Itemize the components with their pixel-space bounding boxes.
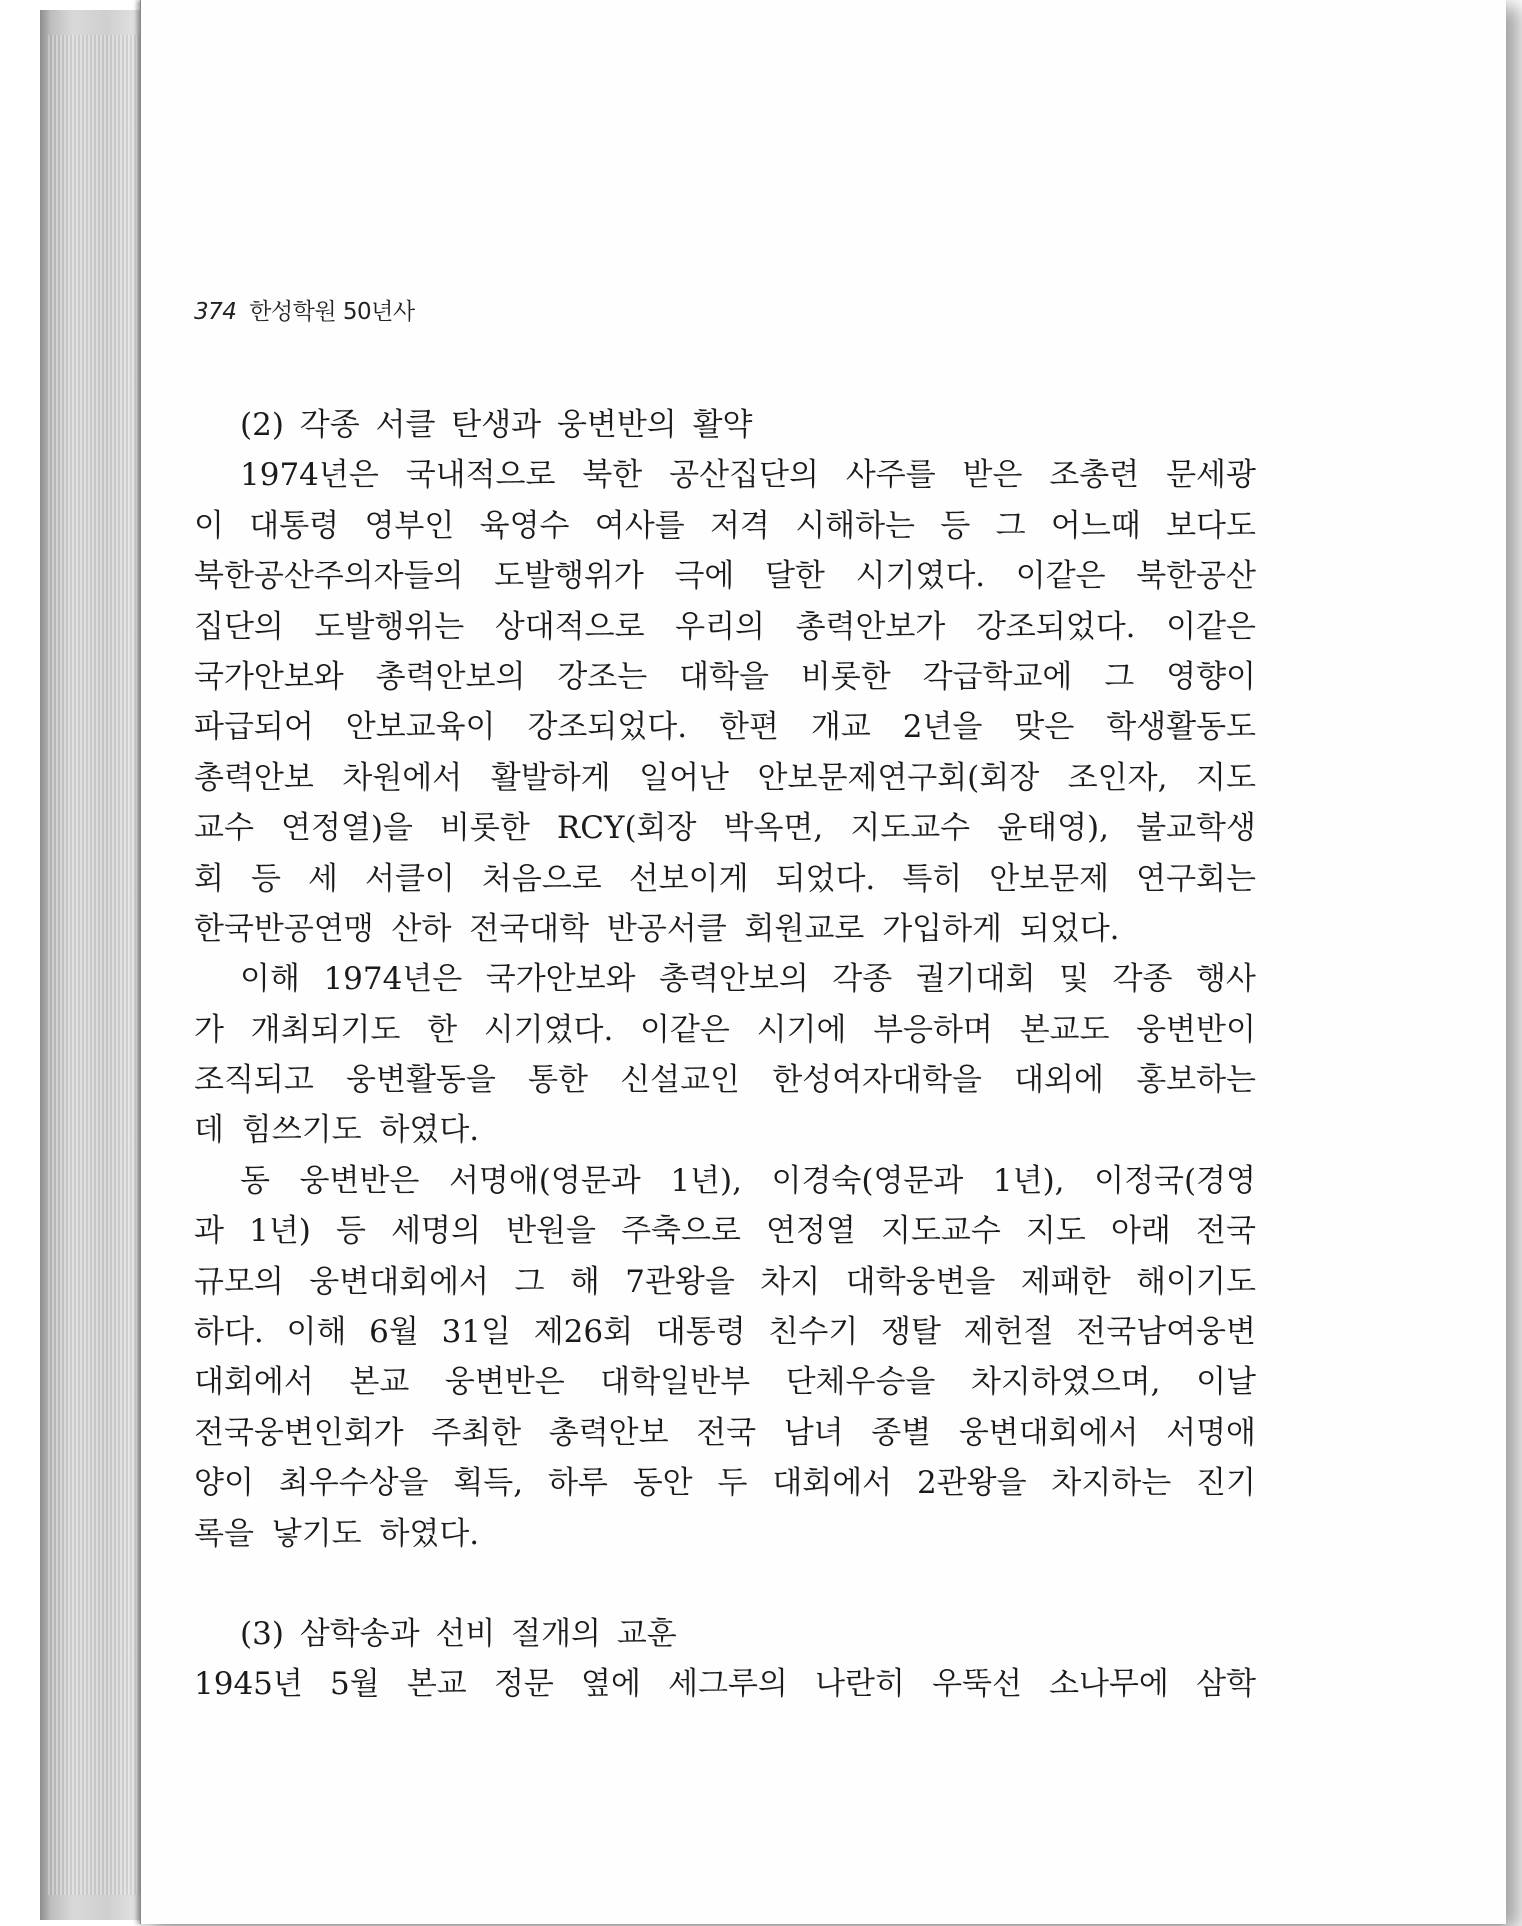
- text-line: 가 개최되기도 한 시기였다. 이같은 시기에 부응하며 본교도 웅변반이: [194, 1011, 1256, 1048]
- running-header: [194, 293, 415, 326]
- page-number: 374: [194, 299, 237, 325]
- text-line: 대회에서 본교 웅변반은 대학일반부 단체우승을 차지하였으며, 이날: [194, 1364, 1256, 1401]
- text-line: 과 1년) 등 세명의 반원을 주축으로 연정열 지도교수 지도 아래 전국: [194, 1213, 1256, 1250]
- book-title: 한성학원 50년사: [249, 299, 415, 325]
- text-line: 총력안보 차원에서 활발하게 일어난 안보문제연구회(회장 조인자, 지도: [194, 759, 1256, 796]
- body-text: [194, 400, 1256, 1710]
- text-line: 북한공산주의자들의 도발행위가 극에 달한 시기였다. 이같은 북한공산: [194, 558, 1256, 595]
- text-line: 데 힘쓰기도 하였다.: [194, 1112, 480, 1149]
- book-page-edge: [40, 10, 150, 1920]
- text-line: 집단의 도발행위는 상대적으로 우리의 총력안보가 강조되었다. 이같은: [194, 608, 1256, 645]
- text-line: 1974년은 국내적으로 북한 공산집단의 사주를 받은 조총련 문세광: [240, 457, 1256, 494]
- text-line: 양이 최우수상을 획득, 하루 동안 두 대회에서 2관왕을 차지하는 진기: [194, 1465, 1256, 1502]
- text-line: 이해 1974년은 국가안보와 총력안보의 각종 궐기대회 및 각종 행사: [240, 961, 1256, 998]
- text-line: 한국반공연맹 산하 전국대학 반공서클 회원교로 가입하게 되었다.: [194, 910, 1120, 947]
- text-line: 국가안보와 총력안보의 강조는 대학을 비롯한 각급학교에 그 영향이: [194, 658, 1256, 695]
- text-line: 1945년 5월 본교 정문 옆에 세그루의 나란히 우뚝선 소나무에 삼학: [194, 1666, 1256, 1703]
- text-line: 파급되어 안보교육이 강조되었다. 한편 개교 2년을 맞은 학생활동도: [194, 709, 1256, 746]
- text-line: 동 웅변반은 서명애(영문과 1년), 이경숙(영문과 1년), 이정국(경영: [240, 1162, 1256, 1199]
- text-line: 규모의 웅변대회에서 그 해 7관왕을 차지 대학웅변을 제패한 해이기도: [194, 1263, 1256, 1300]
- text-line: 교수 연정열)을 비롯한 RCY(회장 박옥면, 지도교수 윤태영), 불교학생: [194, 810, 1256, 847]
- text-line: 조직되고 웅변활동을 통한 신설교인 한성여자대학을 대외에 홍보하는: [194, 1062, 1256, 1099]
- section-heading: (3) 삼학송과 선비 절개의 교훈: [240, 1615, 677, 1652]
- text-line: 록을 낳기도 하였다.: [194, 1515, 480, 1552]
- text-line: 이 대통령 영부인 육영수 여사를 저격 시해하는 등 그 어느때 보다도: [194, 507, 1256, 544]
- text-line: 회 등 세 서클이 처음으로 선보이게 되었다. 특히 안보문제 연구회는: [194, 860, 1256, 897]
- text-line: 전국웅변인회가 주최한 총력안보 전국 남녀 종별 웅변대회에서 서명애: [194, 1414, 1256, 1451]
- text-line: 하다. 이해 6월 31일 제26회 대통령 친수기 쟁탈 제헌절 전국남여웅변: [194, 1314, 1256, 1351]
- section-heading: (2) 각종 서클 탄생과 웅변반의 활약: [240, 407, 753, 443]
